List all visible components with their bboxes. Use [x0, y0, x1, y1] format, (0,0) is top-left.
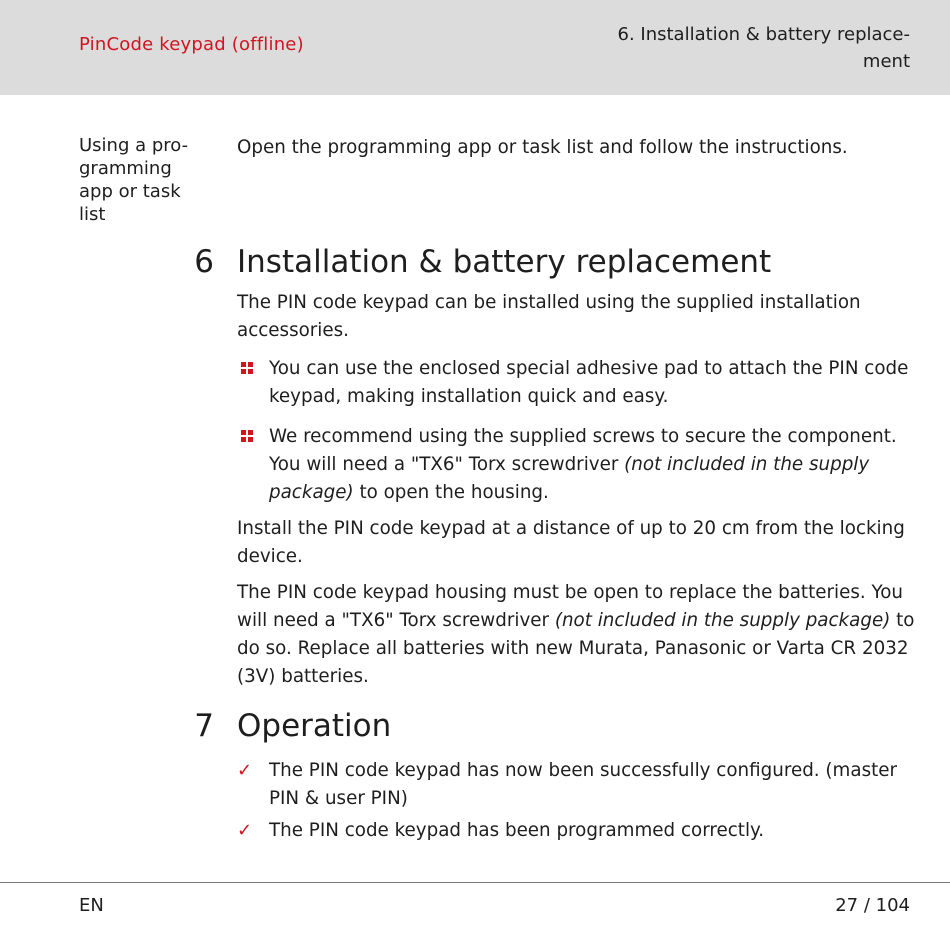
chapter-heading-line1: 6. Installation & battery replace- [617, 24, 910, 45]
checklist-item-text: The PIN code keypad has now been successfully configured. (master PIN & user PIN) [269, 760, 898, 809]
intro-text: Open the programming app or task list and follow the instructions. [237, 137, 848, 158]
list-item-text: We recommend using the supplied screws to secure the component. You will need a "TX6" Torx screwdriver (not included in the supply package) to open the housing. [269, 426, 897, 503]
checklist-item-text: The PIN code keypad has been programmed correctly. [269, 820, 765, 841]
chapter-heading [580, 21, 910, 75]
list-item-text: You can use the enclosed special adhesive pad to attach the PIN code keypad, making installation quick and easy. [269, 358, 909, 407]
section-6-paragraph-3: The PIN code keypad housing must be open to replace the batteries. You will need a "TX6" Torx screwdriver (not included in the supply package) to do so. Replace all batteries with new Murata, Panasonic or Varta CR 2032 (3V) batteries. [237, 582, 915, 687]
margin-label [79, 134, 209, 226]
checkmark-icon: ✓ [237, 760, 253, 781]
document-title: PinCode keypad (offline) [79, 34, 304, 55]
section-6-number: 6 [194, 244, 214, 280]
page-header [0, 0, 950, 95]
chapter-heading-line2: ment [862, 51, 910, 72]
section-6-title: Installation & battery replacement [237, 244, 772, 280]
section-6-paragraph-2: Install the PIN code keypad at a distance of up to 20 cm from the locking device. [237, 518, 905, 567]
square-bullet-icon [241, 362, 255, 376]
footer-divider [0, 882, 950, 883]
section-6-paragraph-1: The PIN code keypad can be installed using the supplied installation accessories. [237, 292, 861, 341]
section-7-title: Operation [237, 708, 392, 744]
italic-note: (not included in the supply package) [269, 454, 870, 503]
checklist-item [237, 817, 917, 845]
checkmark-icon: ✓ [237, 820, 253, 841]
checklist-item [237, 757, 917, 813]
section-7-number: 7 [194, 708, 214, 744]
italic-note: (not included in the supply package) [554, 610, 891, 631]
square-bullet-icon [241, 430, 255, 444]
language-code: EN [79, 895, 104, 916]
list-item [237, 423, 917, 507]
margin-label-text: Using a pro- gramming app or task list [79, 135, 189, 225]
page-number: 27 / 104 [835, 895, 910, 916]
list-item [237, 355, 917, 411]
